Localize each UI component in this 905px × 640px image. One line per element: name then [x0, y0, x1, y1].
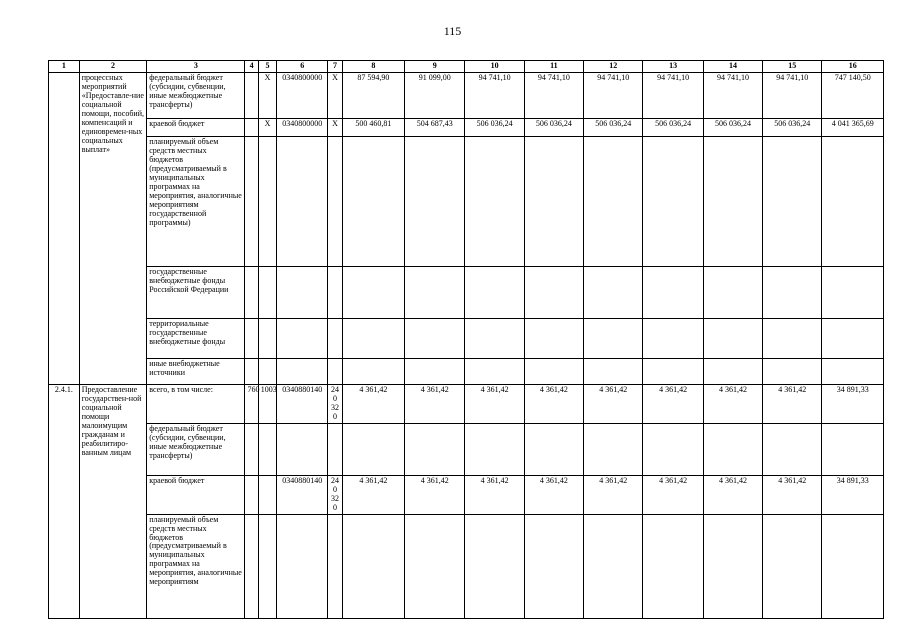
value-col-8: 4 361,42	[342, 475, 404, 514]
header-cell-6: 6	[277, 61, 328, 73]
value-col-16	[822, 359, 884, 385]
value-col-16: 34 891,33	[822, 475, 884, 514]
value-col-14	[703, 359, 762, 385]
col-4: 760	[245, 385, 258, 424]
header-cell-8: 8	[342, 61, 404, 73]
col-7	[328, 423, 342, 475]
value-col-15: 4 361,42	[763, 475, 822, 514]
table-row	[49, 73, 884, 119]
value-col-15	[763, 514, 822, 618]
value-col-15	[763, 137, 822, 267]
table-row	[49, 475, 884, 514]
value-col-13	[643, 137, 703, 267]
col-4	[245, 73, 258, 119]
value-col-9	[405, 319, 465, 359]
value-col-14	[703, 319, 762, 359]
row-code	[49, 73, 80, 385]
funding-source: краевой бюджет	[147, 119, 245, 137]
value-col-11	[524, 137, 583, 267]
program-name: Предоставление государствен-ной социальной помощи малоимущим гражданам и реабилитиро-ванным лицам	[79, 385, 147, 619]
col-5	[258, 359, 276, 385]
value-col-14: 94 741,10	[703, 73, 762, 119]
header-cell-1: 1	[49, 61, 80, 73]
value-col-11	[524, 267, 583, 319]
value-col-12	[584, 319, 643, 359]
value-col-8	[342, 423, 404, 475]
value-col-8	[342, 267, 404, 319]
value-col-9	[405, 267, 465, 319]
header-cell-2: 2	[79, 61, 147, 73]
col-4	[245, 137, 258, 267]
value-col-16	[822, 423, 884, 475]
col-6: 0340800000	[277, 73, 328, 119]
value-col-9	[405, 423, 465, 475]
col-6	[277, 267, 328, 319]
col-5: X	[258, 119, 276, 137]
value-col-11	[524, 319, 583, 359]
header-cell-7: 7	[328, 61, 342, 73]
col-7	[328, 267, 342, 319]
value-col-9	[405, 137, 465, 267]
value-col-8	[342, 359, 404, 385]
value-col-15	[763, 267, 822, 319]
funding-source: федеральный бюджет (субсидии, субвенции, иные межбюджетные трансферты)	[147, 423, 245, 475]
value-col-16: 4 041 365,69	[822, 119, 884, 137]
value-col-11: 4 361,42	[524, 475, 583, 514]
col-5	[258, 319, 276, 359]
header-cell-10: 10	[465, 61, 524, 73]
col-7	[328, 319, 342, 359]
value-col-15	[763, 423, 822, 475]
col-6	[277, 359, 328, 385]
value-col-9: 4 361,42	[405, 475, 465, 514]
table-row	[49, 267, 884, 319]
funding-source: иные внебюджетные источники	[147, 359, 245, 385]
header-cell-3: 3	[147, 61, 245, 73]
table-row	[49, 385, 884, 424]
page-number: 115	[443, 24, 462, 38]
value-col-10	[465, 514, 524, 618]
table-row	[49, 514, 884, 618]
header-cell-15: 15	[763, 61, 822, 73]
value-col-16	[822, 319, 884, 359]
value-col-13	[643, 423, 703, 475]
value-col-9: 4 361,42	[405, 385, 465, 424]
value-col-13	[643, 319, 703, 359]
value-col-12: 94 741,10	[584, 73, 643, 119]
funding-source: планируемый объем средств местных бюджетов (предусматриваемый в муниципальных программах на мероприятия, аналогичные мероприятиям государственной программы)	[147, 137, 245, 267]
value-col-8: 500 460,81	[342, 119, 404, 137]
col-7: 240 320	[328, 475, 342, 514]
col-4	[245, 514, 258, 618]
value-col-9: 504 687,43	[405, 119, 465, 137]
value-col-8: 87 594,90	[342, 73, 404, 119]
program-name: процессных мероприятий «Предоставле-ние социальной помощи, пособий, компенсаций и единовремен-ных социальных выплат»	[79, 73, 147, 385]
col-5	[258, 514, 276, 618]
table-row	[49, 319, 884, 359]
value-col-15: 94 741,10	[763, 73, 822, 119]
value-col-10	[465, 359, 524, 385]
value-col-10	[465, 319, 524, 359]
value-col-10: 506 036,24	[465, 119, 524, 137]
row-code: 2.4.1.	[49, 385, 80, 619]
value-col-13: 4 361,42	[643, 475, 703, 514]
value-col-8: 4 361,42	[342, 385, 404, 424]
value-col-16	[822, 267, 884, 319]
value-col-9: 91 099,00	[405, 73, 465, 119]
col-4	[245, 119, 258, 137]
value-col-13	[643, 514, 703, 618]
col-7: X	[328, 73, 342, 119]
funding-source: всего, в том числе:	[147, 385, 245, 424]
value-col-10: 94 741,10	[465, 73, 524, 119]
value-col-14	[703, 514, 762, 618]
value-col-9	[405, 359, 465, 385]
value-col-15: 4 361,42	[763, 385, 822, 424]
budget-table	[48, 60, 884, 619]
value-col-13	[643, 267, 703, 319]
col-6	[277, 514, 328, 618]
value-col-15: 506 036,24	[763, 119, 822, 137]
header-cell-13: 13	[643, 61, 703, 73]
value-col-16	[822, 137, 884, 267]
value-col-12: 4 361,42	[584, 385, 643, 424]
value-col-14: 4 361,42	[703, 385, 762, 424]
value-col-11: 506 036,24	[524, 119, 583, 137]
funding-source: краевой бюджет	[147, 475, 245, 514]
header-cell-4: 4	[245, 61, 258, 73]
funding-source: государственные внебюджетные фонды Российской Федерации	[147, 267, 245, 319]
value-col-12: 506 036,24	[584, 119, 643, 137]
col-6: 0340800000	[277, 119, 328, 137]
table-row	[49, 359, 884, 385]
header-cell-16: 16	[822, 61, 884, 73]
value-col-14	[703, 137, 762, 267]
value-col-12	[584, 137, 643, 267]
value-col-12: 4 361,42	[584, 475, 643, 514]
col-5	[258, 423, 276, 475]
table-row	[49, 137, 884, 267]
value-col-9	[405, 514, 465, 618]
value-col-16	[822, 514, 884, 618]
col-5	[258, 267, 276, 319]
value-col-14: 506 036,24	[703, 119, 762, 137]
value-col-11: 4 361,42	[524, 385, 583, 424]
value-col-14	[703, 423, 762, 475]
header-cell-5: 5	[258, 61, 276, 73]
funding-source: территориальные государственные внебюджетные фонды	[147, 319, 245, 359]
value-col-8	[342, 319, 404, 359]
col-4	[245, 267, 258, 319]
col-4	[245, 475, 258, 514]
value-col-15	[763, 319, 822, 359]
funding-source: планируемый объем средств местных бюджетов (предусматриваемый в муниципальных программах на мероприятия, аналогичные мероприятиям	[147, 514, 245, 618]
col-6	[277, 423, 328, 475]
header-cell-12: 12	[584, 61, 643, 73]
value-col-8	[342, 514, 404, 618]
value-col-12	[584, 423, 643, 475]
value-col-11	[524, 514, 583, 618]
table-row	[49, 119, 884, 137]
value-col-10: 4 361,42	[465, 475, 524, 514]
col-6	[277, 319, 328, 359]
header-row	[49, 61, 884, 73]
value-col-11: 94 741,10	[524, 73, 583, 119]
value-col-10: 4 361,42	[465, 385, 524, 424]
value-col-8	[342, 137, 404, 267]
value-col-12	[584, 359, 643, 385]
value-col-13: 94 741,10	[643, 73, 703, 119]
col-7	[328, 137, 342, 267]
col-6	[277, 137, 328, 267]
value-col-13: 4 361,42	[643, 385, 703, 424]
col-5: 1003	[258, 385, 276, 424]
value-col-12	[584, 267, 643, 319]
col-6: 0340880140	[277, 475, 328, 514]
value-col-10	[465, 267, 524, 319]
value-col-13	[643, 359, 703, 385]
col-4	[245, 359, 258, 385]
header-cell-11: 11	[524, 61, 583, 73]
value-col-13: 506 036,24	[643, 119, 703, 137]
col-7	[328, 359, 342, 385]
col-7	[328, 514, 342, 618]
value-col-15	[763, 359, 822, 385]
col-5	[258, 475, 276, 514]
value-col-11	[524, 423, 583, 475]
col-5	[258, 137, 276, 267]
table-row	[49, 423, 884, 475]
value-col-12	[584, 514, 643, 618]
value-col-14	[703, 267, 762, 319]
value-col-16: 747 140,50	[822, 73, 884, 119]
header-cell-14: 14	[703, 61, 762, 73]
value-col-10	[465, 137, 524, 267]
value-col-14: 4 361,42	[703, 475, 762, 514]
header-cell-9: 9	[405, 61, 465, 73]
value-col-16: 34 891,33	[822, 385, 884, 424]
col-7: X	[328, 119, 342, 137]
col-4	[245, 319, 258, 359]
funding-source: федеральный бюджет (субсидии, субвенции, иные межбюджетные трансферты)	[147, 73, 245, 119]
value-col-10	[465, 423, 524, 475]
col-7: 240 320	[328, 385, 342, 424]
col-4	[245, 423, 258, 475]
value-col-11	[524, 359, 583, 385]
col-5: X	[258, 73, 276, 119]
col-6: 0340880140	[277, 385, 328, 424]
